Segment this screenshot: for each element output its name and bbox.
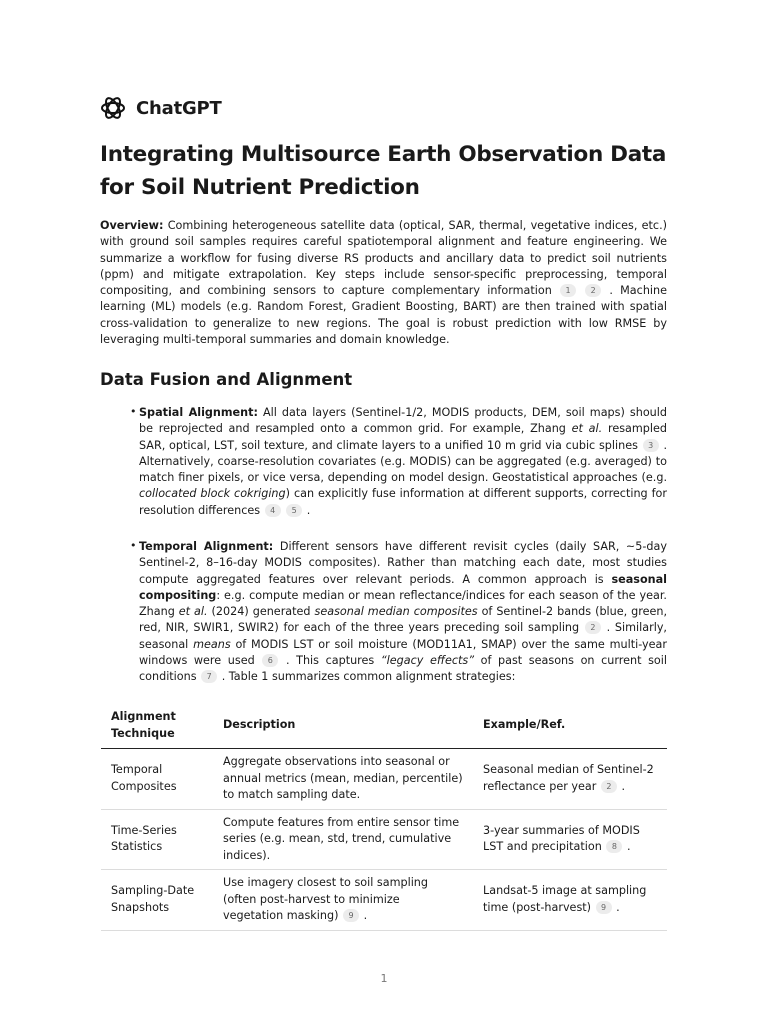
- bullet-text-run: All data layers (Sentinel-1/2, MODIS products, DEM, soil maps) should be reprojected and resampled onto a common grid. For example, Zhang: [139, 406, 667, 436]
- example-cell: [473, 749, 667, 810]
- period: .: [363, 909, 368, 922]
- document-title: Integrating Multisource Earth Observation Data for Soil Nutrient Prediction: [100, 142, 667, 200]
- table-row: [101, 809, 667, 870]
- bullet-text-run: means: [193, 637, 231, 651]
- table-row: [101, 749, 667, 810]
- bullet-text-run: . Similarly, seasonal: [139, 621, 667, 651]
- citation-badge[interactable]: 7: [201, 670, 217, 683]
- example-cell: [473, 809, 667, 870]
- bullet-label: Spatial Alignment:: [139, 406, 258, 419]
- overview-text: Combining heterogeneous satellite data (optical, SAR, thermal, vegetative indices, etc.) with ground soil samples requires careful spatiotemporal alignment and feature engineering. We summarize a workflow for fusing diverse RS products and ancillary data to predict soil nutrients (ppm) and mitigate extrapolation. Key steps include sensor-specific preprocessing, temporal compositing, and combining sensors to capture complementary information: [100, 219, 667, 298]
- citation-badge[interactable]: 3: [643, 439, 659, 452]
- bullet-text-run: Different sensors have different revisit cycles (daily SAR, ~5-day Sentinel-2, 8–16-day MODIS composites). Rather than matching each date, most studies compute aggregated features over relevant periods. A common approach is: [139, 540, 667, 586]
- bullet-text-run: of MODIS LST or soil moisture (MOD11A1, SMAP) over the same multi-year windows were used: [139, 637, 667, 668]
- example-text: Landsat-5 image at sampling time (post-harvest): [483, 884, 647, 914]
- citation-badge[interactable]: 5: [286, 504, 302, 517]
- bullet-text-run: ) can explicitly fuse information at different supports, correcting for resolution differences: [139, 487, 667, 517]
- overview-text: . Machine learning (ML) models (e.g. Random Forest, Gradient Boosting, BART) are then trained with spatial cross-validation to generalize to new regions. The goal is robust prediction with low RMSE by leveraging multi-temporal summaries and domain knowledge.: [100, 284, 667, 347]
- bullet-label: Temporal Alignment:: [139, 540, 274, 553]
- bullet-spatial-alignment: [130, 405, 667, 519]
- description-cell: [213, 870, 473, 931]
- column-header: Example/Ref.: [473, 707, 667, 749]
- description-cell: Aggregate observations into seasonal or annual metrics (mean, median, percentile) to match sampling date.: [213, 749, 473, 810]
- citation-badge[interactable]: 2: [585, 621, 601, 634]
- technique-cell: Temporal Composites: [101, 749, 213, 810]
- bullet-text-run: et al.: [178, 605, 208, 619]
- citation-badge[interactable]: 2: [601, 780, 617, 793]
- bullet-text: [139, 539, 667, 686]
- brand-logo: [100, 95, 222, 121]
- page-number: 1: [380, 972, 388, 985]
- example-cell: [473, 870, 667, 931]
- citation-badge[interactable]: 9: [596, 901, 612, 914]
- bullet-text-run: . Alternatively, coarse-resolution covariates (e.g. MODIS) can be aggregated (e.g. averaged) to match finer pixels, or vice versa, depending on model design. Geostatistical approaches (e.g.: [139, 438, 668, 485]
- overview-paragraph: [100, 218, 667, 348]
- table-header-row: [101, 707, 667, 749]
- bullet-temporal-alignment: [130, 539, 667, 686]
- technique-cell: Time-Series Statistics: [101, 809, 213, 870]
- column-header: Description: [213, 707, 473, 749]
- bullet-text-run: .: [306, 503, 311, 517]
- column-header: Alignment Technique: [101, 707, 213, 749]
- bullet-text-run: seasonal compositing: [139, 572, 667, 602]
- citation-badge[interactable]: 6: [262, 654, 278, 667]
- bullet-text-run: resampled SAR, optical, LST, soil texture, and climate layers to a unified 10 m grid via cubic splines: [139, 422, 667, 452]
- citation-badge[interactable]: 1: [560, 284, 576, 297]
- bullet-text-run: seasonal median composites: [314, 605, 478, 619]
- bullet-text-run: of past seasons on current soil conditions: [139, 654, 667, 684]
- bullet-text-run: . This captures: [285, 654, 381, 668]
- bullet-text-run: collocated block cokriging: [139, 487, 286, 501]
- citation-badge[interactable]: 2: [585, 284, 601, 297]
- alignment-table: [101, 707, 667, 931]
- openai-logo-icon: [100, 95, 126, 121]
- description-text: Use imagery closest to soil sampling (often post-harvest to minimize vegetation masking): [223, 876, 428, 922]
- period: .: [616, 900, 620, 914]
- citation-badge[interactable]: 4: [265, 504, 281, 517]
- overview-label: Overview:: [100, 219, 164, 232]
- description-cell: Compute features from entire sensor time series (e.g. mean, std, trend, cumulative indices).: [213, 809, 473, 870]
- bullet-text-run: of Sentinel-2 bands (blue, green, red, NIR, SWIR1, SWIR2) for each of the three years preceding soil sampling: [139, 605, 668, 635]
- bullet-text-run: . Table 1 summarizes common alignment strategies:: [221, 670, 516, 684]
- bullet-marker: •: [130, 539, 137, 552]
- example-text: Seasonal median of Sentinel-2 reflectance per year: [483, 763, 654, 793]
- bullet-text-run: et al.: [571, 422, 603, 436]
- bullet-marker: •: [130, 405, 137, 418]
- bullet-text: [139, 405, 667, 519]
- bullet-text-run: “legacy effects”: [380, 654, 474, 668]
- brand-name: ChatGPT: [136, 97, 222, 119]
- period: .: [621, 779, 626, 793]
- bullet-text-run: : e.g. compute median or mean reflectance/indices for each season of the year. Zhang: [139, 588, 667, 619]
- bullet-text-run: (2024) generated: [207, 605, 315, 619]
- technique-cell: Sampling-Date Snapshots: [101, 870, 213, 931]
- citation-badge[interactable]: 8: [606, 840, 622, 853]
- section-heading: Data Fusion and Alignment: [100, 370, 353, 389]
- citation-badge[interactable]: 9: [343, 909, 359, 922]
- table-row: [101, 870, 667, 931]
- example-text: 3-year summaries of MODIS LST and precipitation: [483, 823, 640, 854]
- period: .: [626, 840, 631, 854]
